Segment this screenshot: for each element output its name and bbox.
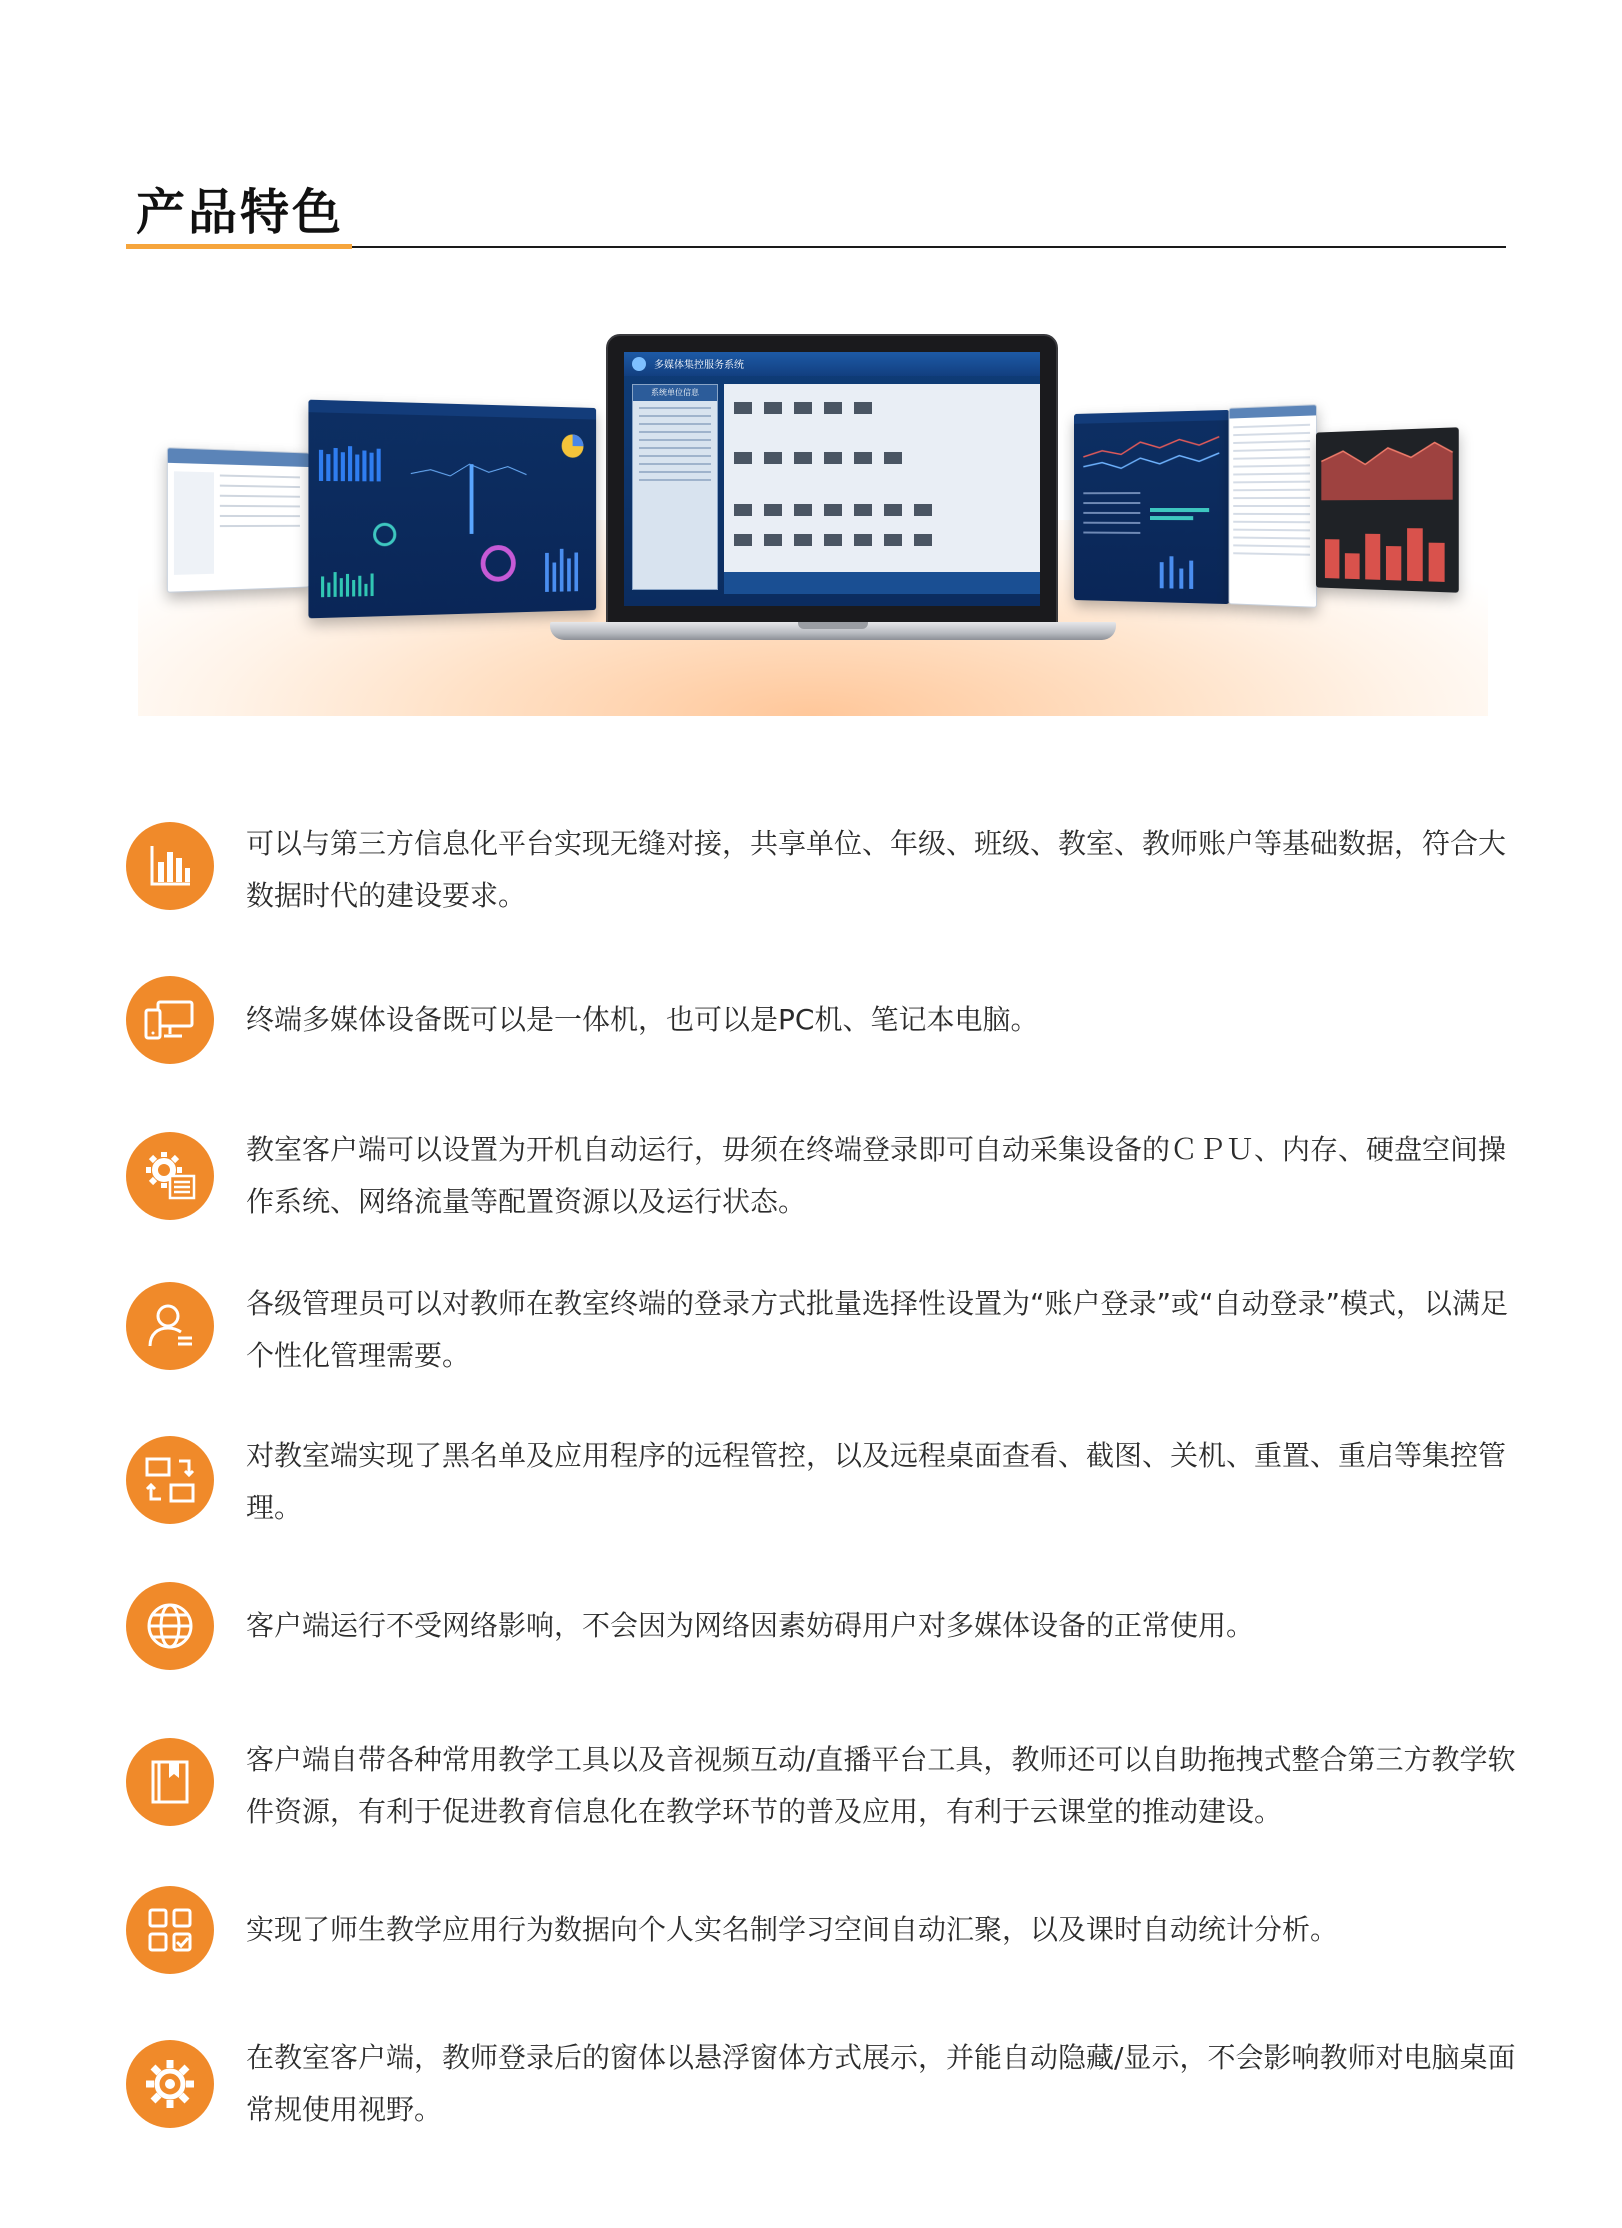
feature-item-data-integration <box>126 818 1506 928</box>
screenshot-panel-right-2 <box>1229 404 1317 608</box>
feature-text: 在教室客户端，教师登录后的窗体以悬浮窗体方式展示，并能自动隐藏/显示，不会影响教师对电脑桌面常规使用视野。 <box>246 2041 1516 2126</box>
feature-text: 客户端运行不受网络影响，不会因为网络因素妨碍用户对多媒体设备的正常使用。 <box>246 1609 1255 1642</box>
laptop <box>606 334 1058 624</box>
feature-item-floating-window <box>126 2032 1516 2142</box>
laptop-screen <box>624 352 1040 606</box>
page-title: 产品特色 <box>136 184 345 241</box>
feature-text: 终端多媒体设备既可以是一体机，也可以是PC机、笔记本电脑。 <box>246 1003 1039 1036</box>
feature-item-auto-collect <box>126 1124 1506 1234</box>
book-icon <box>126 1738 214 1826</box>
feature-item-remote-control <box>126 1430 1506 1540</box>
feature-text: 对教室端实现了黑名单及应用程序的远程管控，以及远程桌面查看、截图、关机、重置、重启等集控管理。 <box>246 1439 1507 1524</box>
title-accent-bar <box>126 244 352 249</box>
hero-illustration <box>138 320 1488 716</box>
feature-item-offline <box>126 1582 1506 1674</box>
remote-control-icon <box>126 1436 214 1524</box>
feature-text: 可以与第三方信息化平台实现无缝对接，共享单位、年级、班级、教室、教师账户等基础数据，符合大数据时代的建设要求。 <box>246 827 1507 912</box>
feature-text: 教室客户端可以设置为开机自动运行，毋须在终端登录即可自动采集设备的ＣＰＵ、内存、硬盘空间操作系统、网络流量等配置资源以及运行状态。 <box>246 1133 1507 1218</box>
feature-item-terminal-devices <box>126 976 1506 1068</box>
bar-chart-icon <box>126 822 214 910</box>
feature-text: 实现了师生教学应用行为数据向个人实名制学习空间自动汇聚，以及课时自动统计分析。 <box>246 1913 1339 1946</box>
app-grid-icon <box>126 1886 214 1974</box>
feature-text: 客户端自带各种常用教学工具以及音视频互动/直播平台工具，教师还可以自助拖拽式整合第三方教学软件资源，有利于促进教育信息化在教学环节的普及应用，有利于云课堂的推动建设。 <box>246 1743 1516 1828</box>
screenshot-panel-left-2 <box>308 400 596 619</box>
screenshot-panel-left-1 <box>167 447 310 593</box>
feature-item-teaching-tools <box>126 1734 1516 1844</box>
screenshot-panel-right-1 <box>1074 410 1229 604</box>
feature-item-data-aggregation <box>126 1886 1506 1978</box>
globe-icon <box>126 1582 214 1670</box>
laptop-window-title: 多媒体集控服务系统 <box>654 360 744 371</box>
laptop-sidebar-heading: 系统单位信息 <box>633 385 717 401</box>
feature-item-login-mode <box>126 1278 1509 1388</box>
feature-text: 各级管理员可以对教师在教室终端的登录方式批量选择性设置为“账户登录”或“自动登录”模式，以满足个性化管理需要。 <box>246 1287 1509 1372</box>
screenshot-panel-right-3 <box>1316 427 1459 592</box>
gear-list-icon <box>126 1132 214 1220</box>
devices-icon <box>126 976 214 1064</box>
app-logo-icon <box>632 357 646 371</box>
user-icon <box>126 1282 214 1370</box>
laptop-notch <box>798 622 868 629</box>
settings-icon <box>126 2040 214 2128</box>
